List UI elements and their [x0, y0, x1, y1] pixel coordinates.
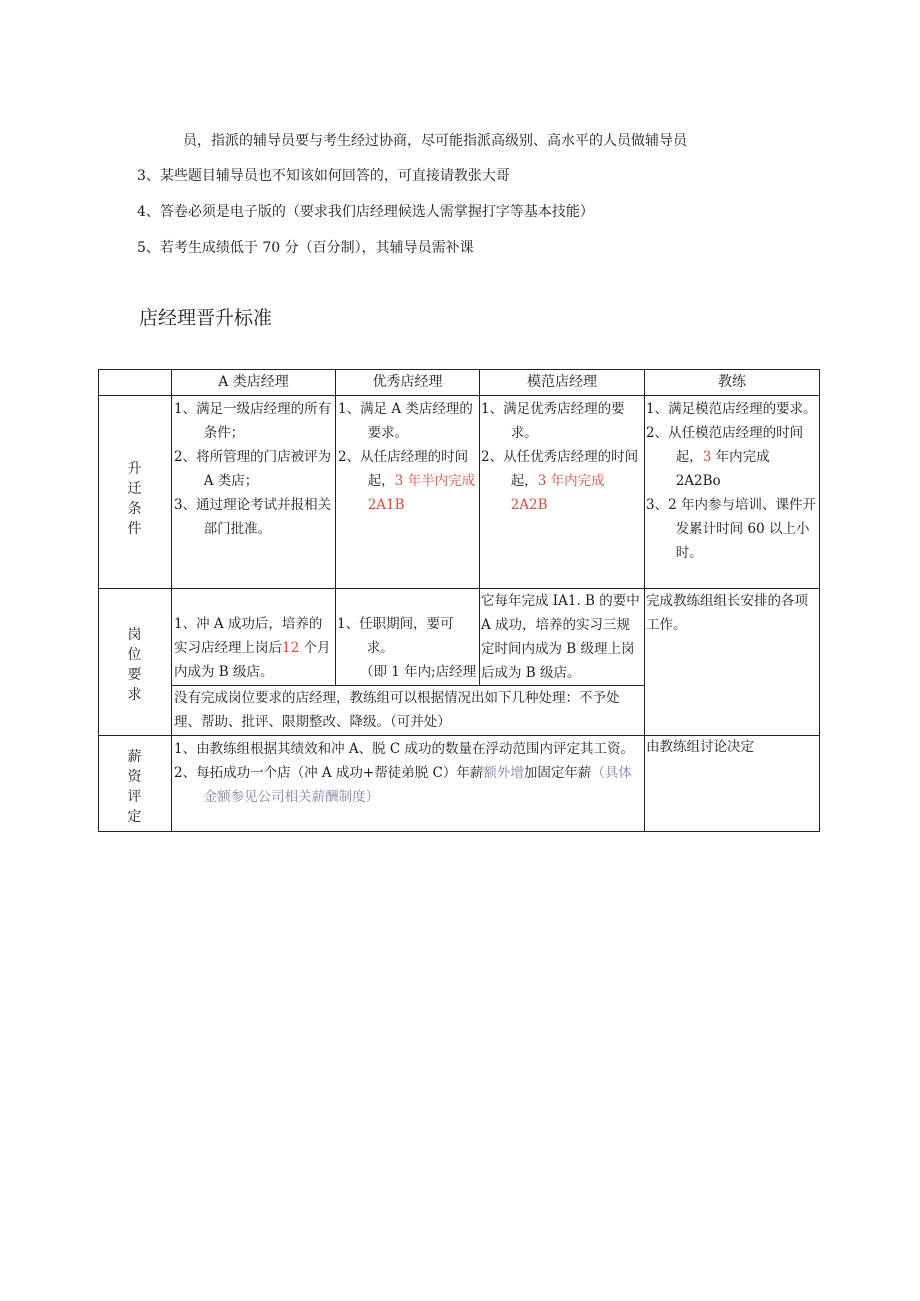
promotion-a-class: 1、满足一级店经理的所有条件； 2、将所管理的门店被评为 A 类店； 3、通过理论考试并报相关部门批准。 — [174, 401, 332, 537]
post-a-class: 1、冲 A 成功后，培养的实习店经理上岗后12 个月内成为 B 级店。 — [174, 616, 331, 680]
section-title: 店经理晋升标准 — [139, 307, 273, 329]
header-model: 模范店经理 — [527, 374, 597, 390]
intro-line-3: 4、答卷必须是电子版的（要求我们店经理候选人需掌握打字等基本技能） — [137, 204, 594, 220]
row-label-post: 岗 位 要 求 — [127, 627, 142, 703]
intro-line-1: 员，指派的辅导员要与考生经过协商，尽可能指派高级别、高水平的人员做辅导员 — [183, 133, 687, 149]
intro-line-4: 5、若考生成绩低于 70 分（百分制），其辅导员需补课 — [137, 240, 474, 256]
promotion-model: 1、满足优秀店经理的要求。 2、从任优秀店经理的时间起，3 年内完成 2A2B — [481, 401, 639, 513]
intro-line-2: 3、某些题目辅导员也不知该如何回答的，可直接请教张大哥 — [137, 168, 510, 184]
promotion-coach: 1、满足模范店经理的要求。 2、从任模范店经理的时间起，3 年内完成 2A2Bo 3、2 年内参与培训、课件开发累计时间 60 以上小时。 — [646, 401, 817, 561]
salary-managers: 1、由教练组根据其绩效和冲 A、脱 C 成功的数量在浮动范围内评定其工资。 2、每拓成功一个店（冲 A 成功+帮徒弟脱 C）年薪额外增加固定年薪（具体金额参见公司相关薪酬制度） — [174, 741, 635, 805]
header-a-class: A 类店经理 — [218, 374, 289, 390]
post-note: 没有完成岗位要求的店经理，教练组可以根据情况出如下几种处理：不予处理、帮助、批评、限期整改、降级。（可并处） — [174, 690, 620, 730]
salary-coach: 由教练组讨论决定 — [646, 739, 754, 755]
promotion-excellent: 1、满足 A 类店经理的要求。 2、从任店经理的时间起，3 年半内完成 2A1B — [338, 401, 476, 513]
post-model: 它每年完成 IA1. B 的要中 A 成功，培养的实习三规定时间内成为 B 级理上岗后成为 B 级店。 — [481, 593, 640, 681]
post-coach: 完成教练组组长安排的各项工作。 — [646, 593, 808, 633]
header-excellent: 优秀店经理 — [372, 374, 443, 390]
row-label-promotion: 升 迁 条 件 — [127, 461, 142, 537]
header-coach: 教练 — [718, 374, 746, 390]
row-label-salary: 薪 资 评 定 — [127, 749, 142, 825]
post-excellent: 1、任职期间，要可求。 （即 1 年内;店经理 — [337, 616, 477, 680]
promotion-standards-table — [98, 369, 820, 832]
